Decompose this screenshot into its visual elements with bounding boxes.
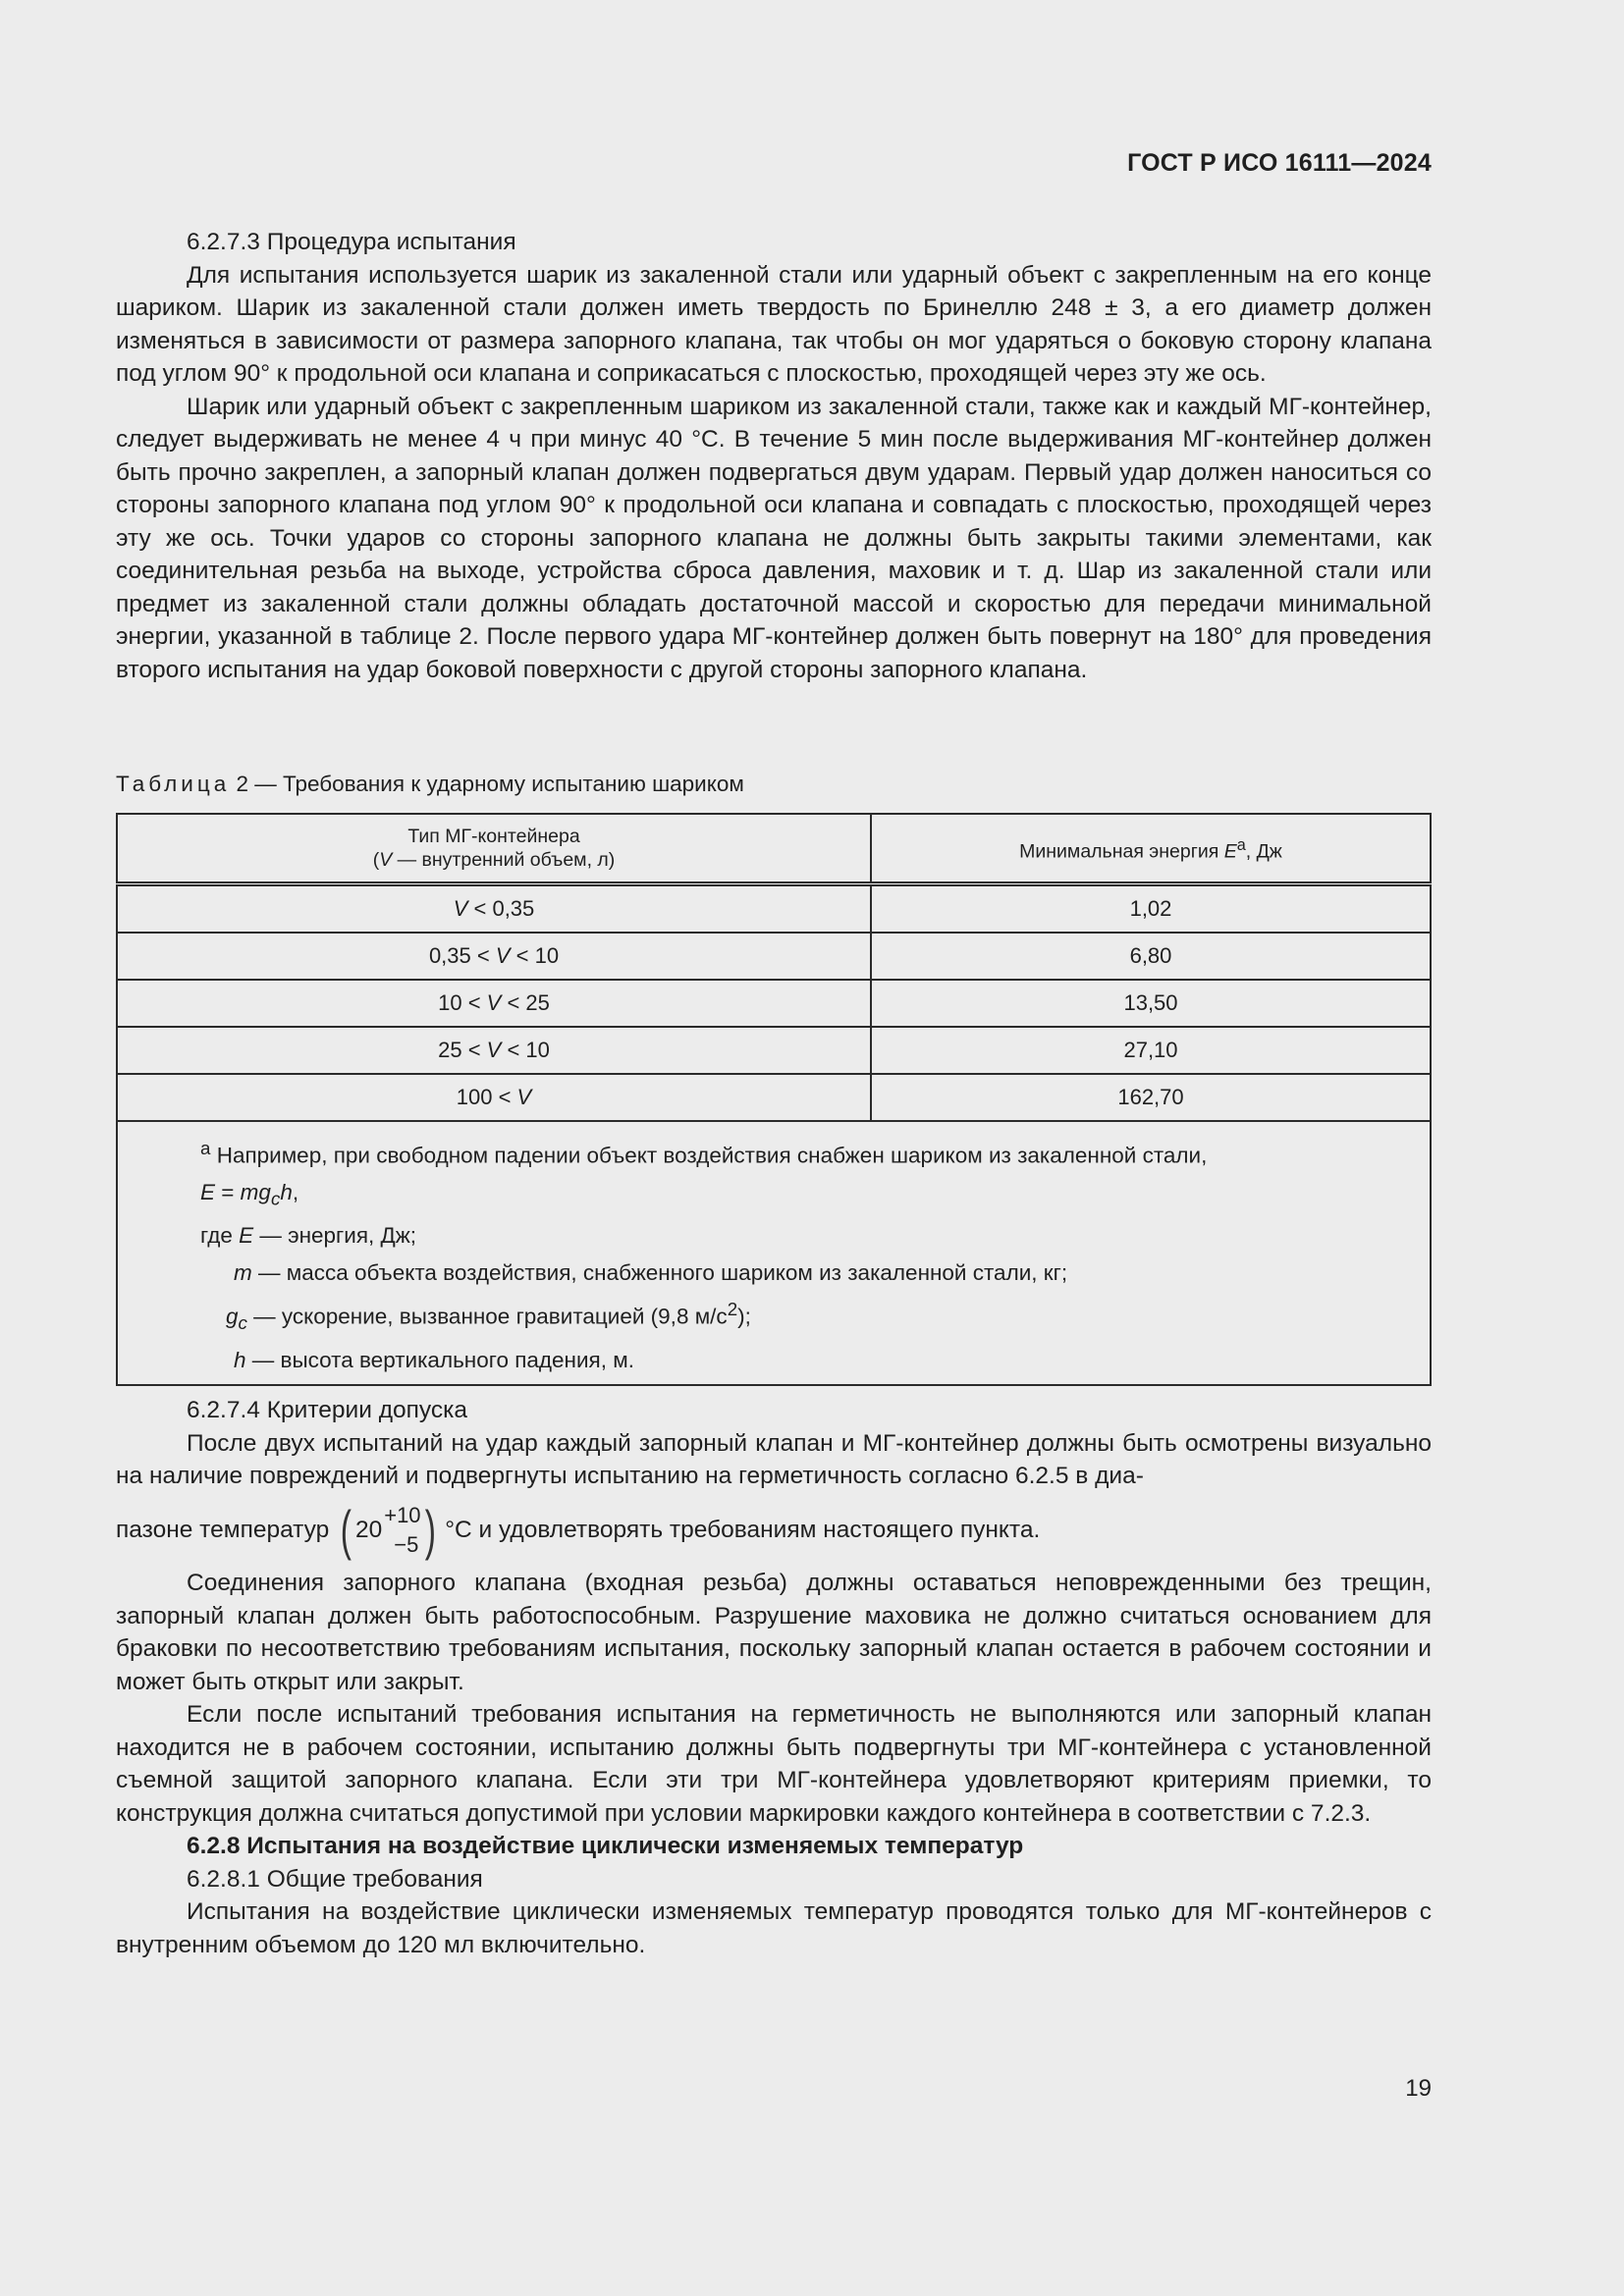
volume-cell: 0,35 < V < 10 (117, 933, 871, 980)
footnote-line: $g_c$ — ускорение, вызванное гравитацией (9,8 $м/с^2$); (226, 1299, 751, 1333)
header-text: — внутренний объем, л) (392, 849, 616, 871)
energy-cell: 27,10 (871, 1027, 1431, 1074)
column-header-container-type (117, 814, 871, 884)
formula-text: °С и удовлетворять требованиям настоящего пункта. (445, 1516, 1041, 1543)
variable: E (1223, 840, 1237, 863)
temperature-tolerance: ( 20 +10 −5 ) (341, 1498, 436, 1561)
energy-cell: 162,70 (871, 1074, 1431, 1121)
column-header-min-energy (871, 814, 1431, 884)
volume-cell: V < 0,35 (117, 884, 871, 934)
section-heading: 6.2.7.4 Критерии допуска (187, 1397, 467, 1423)
paragraph: Шарик или ударный объект с закрепленным шариком из закаленной стали, также как и каждый МГ-контейнер, следует выдерживать не менее 4 ч при минус 40 °С. В течение 5 мин после выдерживания МГ-контейнер должен быть прочно закреплен, а запорный клапан должен подвергаться двум ударам. Первый удар должен наноситься со стороны запорного клапана под углом 90° к продольной оси клапана и совпадать с плоскостью, проходящей через эту же ось. Точки ударов со стороны запорного клапана не должны быть закрыты такими элементами, как соединительная резьба на выходе, устройства сброса давления, маховик и т. д. Шар из закаленной стали или предмет из закаленной стали должны обладать достаточной массой и скоростью для передачи минимальной энергии, указанной в таблице 2. После первого удара МГ-контейнер должен быть повернут на 180° для проведения второго испытания на удар боковой поверхности с другой стороны запорного клапана. (116, 393, 1432, 683)
document-id: ГОСТ Р ИСО 16111—2024 (1127, 149, 1432, 177)
table-caption-label: Таблица (116, 772, 231, 796)
formula-text: пазоне температур (116, 1516, 330, 1543)
energy-cell: 13,50 (871, 980, 1431, 1027)
footnote-line: m — масса объекта воздействия, снабженного шариком из закаленной стали, кг; (234, 1259, 1068, 1285)
table-row (117, 1027, 1431, 1074)
volume-cell: 10 < V < 25 (117, 980, 871, 1027)
table-row (117, 1074, 1431, 1121)
table-row (117, 933, 1431, 980)
paragraph: Испытания на воздействие циклически изменяемых температур проводятся только для МГ-контейнеров с внутренним объемом до 120 мл включительно. (116, 1898, 1432, 1958)
subsection-heading: 6.2.8.1 Общие требования (187, 1865, 483, 1893)
paragraph: После двух испытаний на удар каждый запорный клапан и МГ-контейнер должны быть осмотрены визуально на наличие повреждений и подвергнуты испытанию на герметичность согласно 6.2.5 в диа- (116, 1429, 1432, 1489)
table-row (117, 980, 1431, 1027)
page-number: 19 (1405, 2075, 1432, 2102)
header-text: Минимальная энергия (1019, 840, 1224, 863)
section-6-2-7-4-continued (116, 1567, 1432, 1961)
upper-tolerance: +10 (384, 1502, 421, 1527)
impact-requirements-table (116, 813, 1432, 1386)
table-footnote-row (117, 1121, 1431, 1385)
header-text: , Дж (1245, 840, 1282, 863)
footnote-line: $^а$ Например, при свободном падении объект воздействия снабжен шариком из закаленной стали, (200, 1138, 1208, 1168)
table-footnote (117, 1121, 1431, 1385)
paragraph: Соединения запорного клапана (входная резьба) должны оставаться неповрежденными без трещин, запорный клапан должен быть работоспособным. Разрушение маховика не должно считаться основанием для браковки по несоответствию требованиям испытания, поскольку запорный клапан остается в рабочем состоянии и может быть открыт или закрыт. (116, 1570, 1432, 1695)
footnote-mark: а (1236, 835, 1246, 854)
table-row (117, 884, 1431, 934)
energy-cell: 6,80 (871, 933, 1431, 980)
table-caption (116, 772, 744, 797)
section-heading-6-2-8: 6.2.8 Испытания на воздействие циклически изменяемых температур (187, 1833, 1024, 1859)
volume-cell: 25 < V < 10 (117, 1027, 871, 1074)
footnote-line: h — высота вертикального падения, м. (234, 1347, 634, 1372)
lower-tolerance: −5 (394, 1531, 419, 1557)
variable: V (379, 849, 393, 871)
temperature-range-line (116, 1493, 1432, 1568)
footnote-formula: $E = mg_ch$, (200, 1180, 299, 1209)
section-6-2-7-3 (116, 226, 1432, 686)
energy-cell: 1,02 (871, 884, 1431, 934)
temperature-base: 20 (354, 1516, 383, 1543)
volume-cell: 100 < V (117, 1074, 871, 1121)
paragraph: Для испытания используется шарик из закаленной стали или ударный объект с закрепленным на его конце шариком. Шарик из закаленной стали должен иметь твердость по Бринеллю 248 ± 3, а его диаметр должен изменяться в зависимости от размера запорного клапана, так чтобы он мог ударяться о боковую сторону клапана под углом 90° к продольной оси клапана и соприкасаться с плоскостью, проходящей через эту же ось. (116, 261, 1432, 387)
footnote-line: где E — энергия, Дж; (200, 1223, 417, 1248)
section-6-2-7-4 (116, 1394, 1432, 1568)
section-heading: 6.2.7.3 Процедура испытания (187, 229, 516, 255)
table-caption-text: 2 — Требования к ударному испытанию шариком (236, 772, 744, 796)
header-line: Тип МГ-контейнера (407, 826, 580, 847)
table-header-row (117, 814, 1431, 884)
header-text: ( (372, 849, 380, 871)
paragraph: Если после испытаний требования испытания на герметичность не выполняются или запорный клапан находится не в рабочем состоянии, испытанию должны быть подвергнуты три МГ-контейнера с установленной съемной защитой запорного клапана. Если эти три МГ-контейнера удовлетворяют критериям приемки, то конструкция должна считаться допустимой при условии маркировки каждого контейнера в соответствии с 7.2.3. (116, 1701, 1432, 1827)
